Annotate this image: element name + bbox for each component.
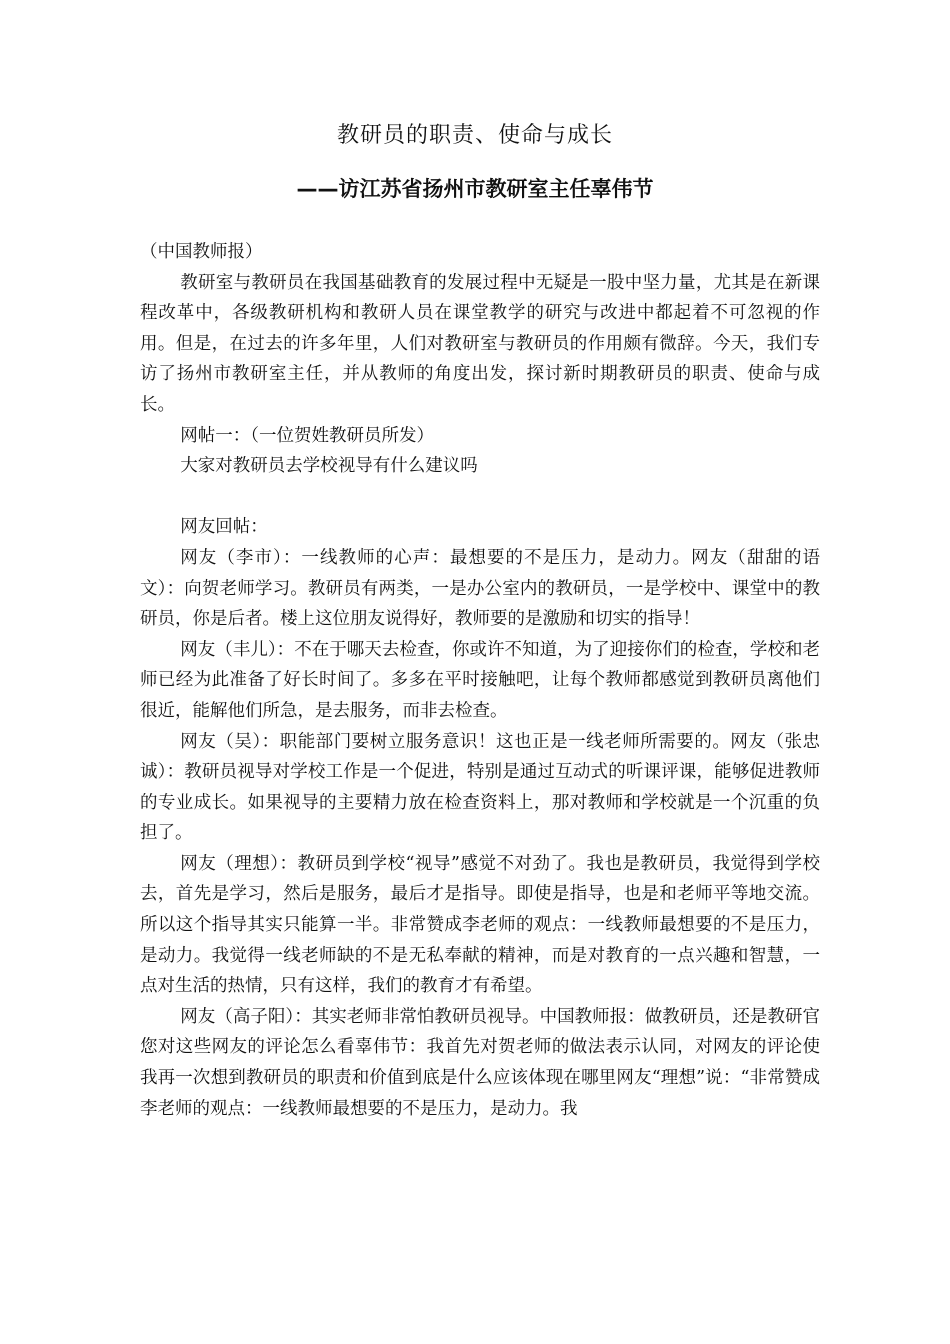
paragraph-reply: 网友（高子阳）：其实老师非常怕教研员视导。中国教师报：做教研员，还是教研官您对这些网友的评论怎么看辜伟节：我首先对贺老师的做法表示认同，对网友的评论使我再一次想到教研员的职责和价值到底是什么应该体现在哪里网友“理想”说：“非常赞成李老师的观点：一线教师最想要的不是压力，是动力。我	[140, 1006, 820, 1119]
document-body	[140, 237, 820, 1124]
paragraph-reply: 网友（理想）：教研员到学校“视导”感觉不对劲了。我也是教研员，我觉得到学校去，首先是学习，然后是服务，最后才是指导。即使是指导，也是和老师平等地交流。所以这个指导其实只能算一半。非常赞成李老师的观点：一线教师最想要的不是压力，是动力。我觉得一线老师缺的不是无私奉献的精神，而是对教育的一点兴趣和智慧，一点对生活的热情，只有这样，我们的教育才有希望。	[140, 853, 820, 997]
document-subtitle: ——访江苏省扬州市教研室主任辜伟节	[296, 177, 654, 201]
document-title: 教研员的职责、使命与成长	[336, 123, 613, 148]
paragraph-post-header: 网帖一：（一位贺姓教研员所发）	[180, 425, 434, 446]
paragraph-intro: 教研室与教研员在我国基础教育的发展过程中无疑是一股中坚力量，尤其是在新课程改革中，各级教研机构和教研人员在课堂教学的研究与改进中都起着不可忽视的作用。但是，在过去的许多年里，人们对教研室与教研员的作用颇有微辞。今天，我们专访了扬州市教研室主任，并从教师的角度出发，探讨新时期教研员的职责、使命与成长。	[140, 272, 820, 415]
paragraph-replies-header: 网友回帖：	[180, 517, 268, 538]
paragraph-reply: 网友（李市）：一线教师的心声：最想要的不是压力，是动力。网友（甜甜的语文）：向贺老师学习。教研员有两类，一是办公室内的教研员，一是学校中、课堂中的教研员，你是后者。楼上这位朋友说得好，教师要的是激励和切实的指导！	[140, 547, 820, 630]
blank-line	[140, 482, 820, 513]
paragraph-post-question: 大家对教研员去学校视导有什么建议吗	[180, 456, 478, 477]
paragraph-reply: 网友（丰儿）：不在于哪天去检查，你或许不知道，为了迎接你们的检查，学校和老师已经为此准备了好长时间了。多多在平时接触吧，让每个教师都感觉到教研员离他们很近，能解他们所急，是去服务，而非去检查。	[140, 639, 820, 721]
paragraph-reply: 网友（吴）：职能部门要树立服务意识！这也正是一线老师所需要的。网友（张忠诚）：教研员视导对学校工作是一个促进，特别是通过互动式的听课评课，能够促进教师的专业成长。如果视导的主要精力放在检查资料上，那对教师和学校就是一个沉重的负担了。	[140, 731, 820, 844]
source-line: （中国教师报）	[140, 242, 263, 262]
